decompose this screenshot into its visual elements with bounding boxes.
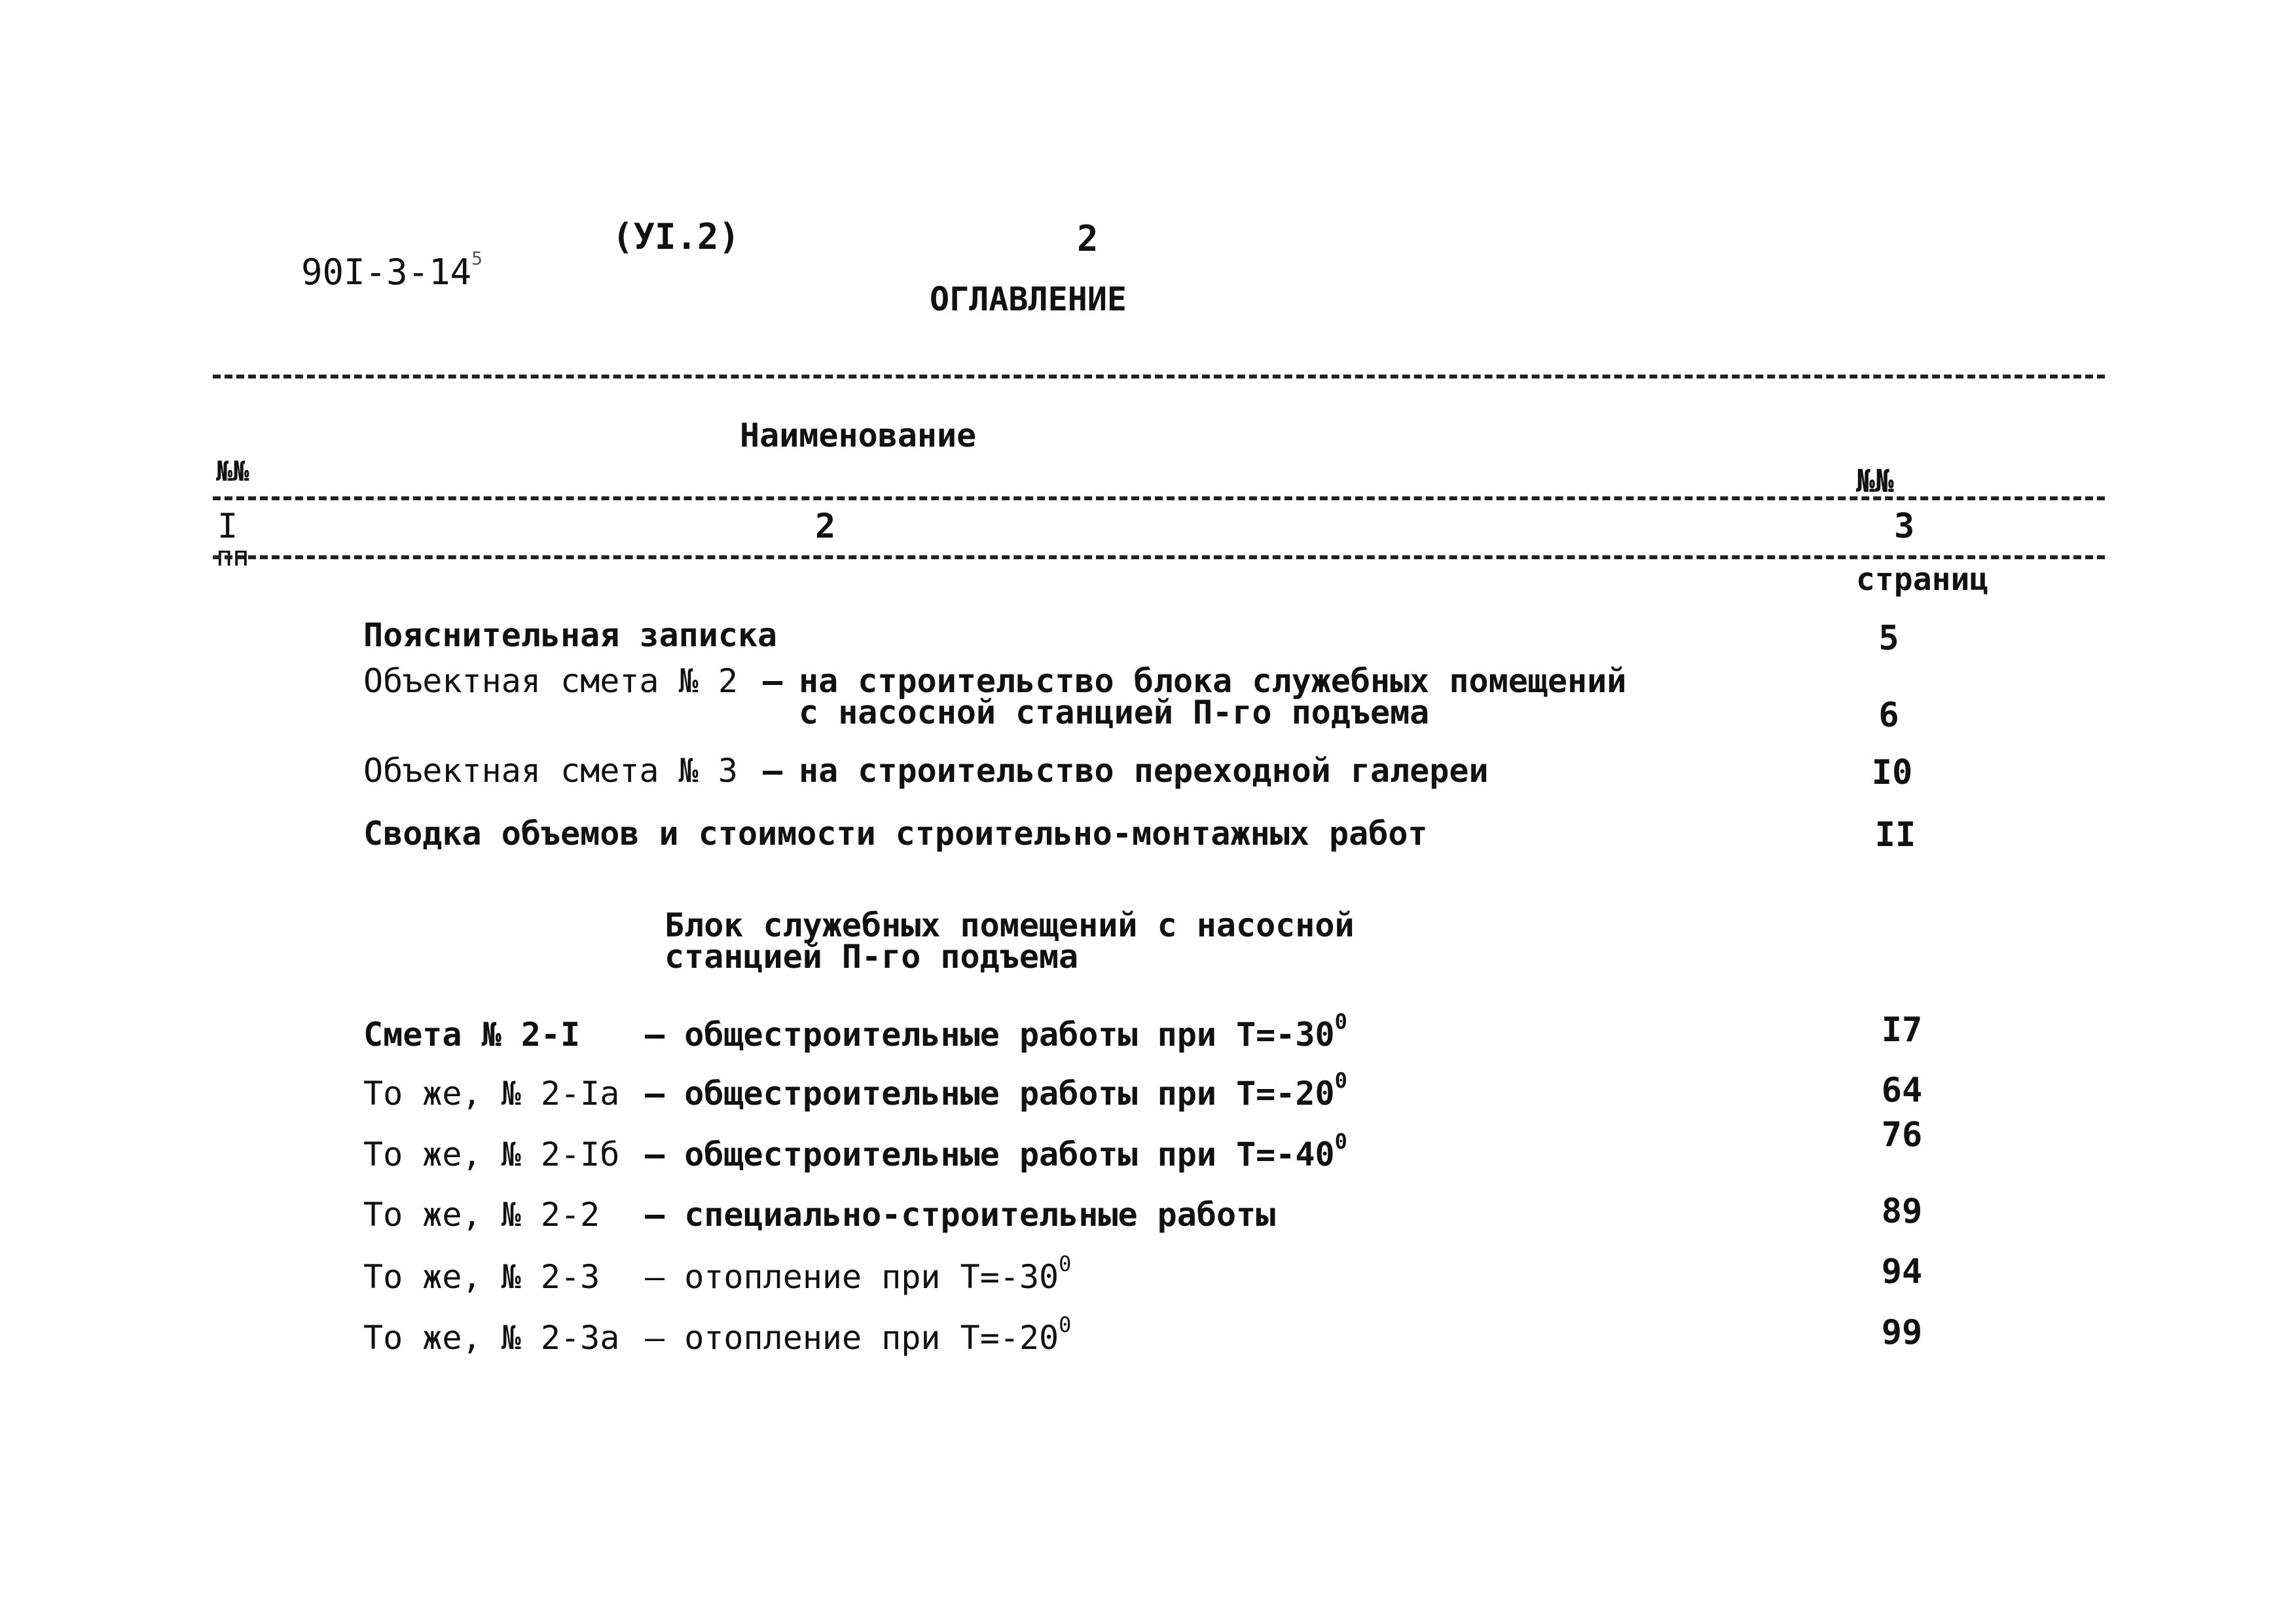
entry-name: То же, № 2-Iа [363,1075,620,1113]
entry-description [645,1129,1347,1173]
entry-page: 89 [1881,1192,1923,1231]
column-number-2: 2 [815,507,836,546]
entry-page: 6 [1878,695,1899,735]
column-header-name: Наименование [740,416,977,454]
entry-description-text: – отопление при Т=-20 [645,1319,1059,1357]
column-header-pages-line1: №№ [1856,463,1894,500]
column-number-3: 3 [1894,507,1915,546]
degree-superscript: 0 [1334,1009,1347,1034]
entry-dash: – [763,662,783,700]
entry-description [645,1068,1347,1113]
entry-description: с насосной станцией П-го подъема [799,693,1430,731]
degree-superscript: 0 [1059,1312,1072,1337]
document-code [216,219,483,325]
entry-description [645,1196,1276,1234]
degree-superscript: 0 [1334,1068,1347,1093]
entry-page: I7 [1881,1010,1923,1050]
entry-description: на строительство блока служебных помещений [799,662,1627,700]
entry-description-text: – отопление при Т=-30 [645,1258,1059,1296]
degree-superscript: 0 [1334,1129,1347,1154]
entry-description-text: – общестроительные работы при Т=-30 [645,1016,1335,1054]
entry-name: Сводка объемов и стоимости строительно-монтажных работ [363,815,1428,853]
entry-page: 76 [1881,1115,1923,1154]
entry-description-text: – специально-строительные работы [645,1196,1276,1234]
divider-line [213,496,2105,500]
entry-name: Пояснительная записка [363,616,778,654]
entry-description-text: – общестроительные работы при Т=-40 [645,1135,1335,1173]
page-title: ОГЛАВЛЕНИЕ [930,280,1127,318]
column-header-number-line1: №№ [216,455,249,487]
entry-page: II [1874,815,1916,855]
entry-page: 5 [1878,619,1899,658]
entry-name: Объектная смета № 2 [363,662,738,700]
entry-name: Смета № 2-I [363,1016,581,1054]
degree-superscript: 0 [1059,1251,1072,1276]
entry-description: на строительство переходной галереи [799,752,1489,790]
entry-description [645,1009,1347,1054]
column-header-pages-line2: страниц [1856,561,1989,598]
entry-description-text: – общестроительные работы при Т=-20 [645,1075,1335,1113]
entry-name: То же, № 2-2 [363,1196,600,1234]
entry-page: 99 [1881,1313,1923,1352]
document-code-text: 90I-3-14 [301,251,472,293]
document-code-suffix: 5 [471,248,483,269]
entry-name: То же, № 2-3 [363,1258,600,1296]
subsection-heading-line2: станцией П-го подъема [665,938,1079,976]
entry-name: То же, № 2-Iб [363,1135,620,1173]
divider-line [213,555,2105,559]
entry-page: I0 [1871,753,1913,792]
section-number: (УI.2) [612,216,740,257]
entry-description [645,1312,1072,1357]
column-header-number-line2: пп [216,540,249,572]
entry-page: 64 [1881,1071,1923,1110]
entry-description [645,1251,1072,1296]
column-number-1: I [217,507,238,546]
page-number: 2 [1077,218,1099,259]
divider-line [213,375,2105,378]
entry-dash: – [763,752,783,790]
entry-name: То же, № 2-3а [363,1319,620,1357]
entry-name: Объектная смета № 3 [363,752,738,790]
entry-page: 94 [1881,1252,1923,1291]
subsection-heading-line1: Блок служебных помещений с насосной [665,906,1355,944]
